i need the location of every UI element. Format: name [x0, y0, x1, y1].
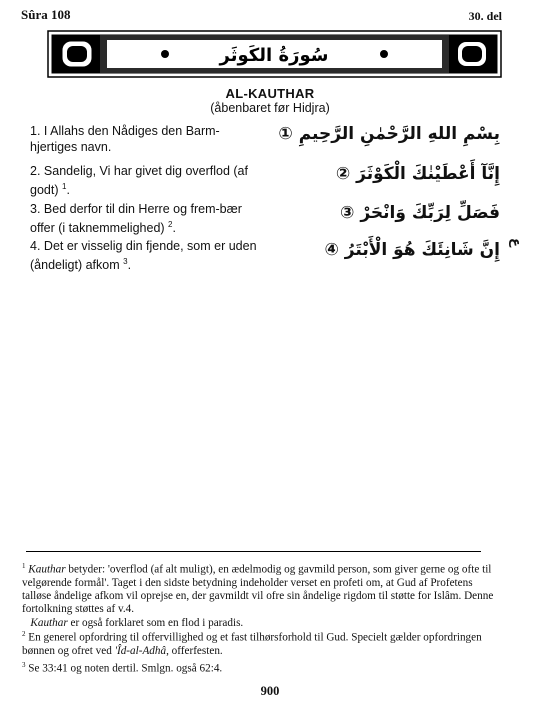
footnote-1: $^1$ Kauthar betyder: 'overflod (af alt muligt), en ædelmodig og gavmild person, som giver gerne og ofte til velgørende formål'. Taget i den sidste betydning indeholder verset en profeti om, at Gud af Profetens talløse åndelige afkom vil oprejse en, der gavmildt vil ofre sin åndelige rigdom til støtte for Islâm. Denne fortolkning støttes af v.4. Kauthar er også forklaret som en flod i paradis. — [22, 562, 494, 629]
verse-3-arabic: فَصَلِّ لِرَبِّكَ وَانْحَرْ ③ — [340, 203, 500, 223]
footnote-2: $^2$ En generel opfordring til offervillighed og et fast tilhørsforhold til Gud. Specielt gælder opfordringen bønnen og ofret ved 'Îd-al-Adhâ, offerfesten. — [22, 630, 482, 657]
verse-4-arabic: إِنَّ شَانِئَكَ هُوَ الْأَبْتَرُ ④ — [324, 240, 500, 260]
surah-title: AL-KAUTHAR — [225, 86, 315, 101]
margin-mark: ع — [508, 238, 523, 247]
footnote-3: $^3$ Se 33:41 og noten dertil. Smlgn. også 62:4. — [22, 661, 223, 675]
part-label: 30. del — [468, 9, 502, 23]
banner-arabic-title: سُورَةُ الكَوثَر — [219, 45, 329, 66]
verse-2: 2. Sandelig, Vi har givet dig overflod (af godt) $^1$. — [30, 164, 248, 198]
surah-subtitle: (åbenbaret før Hidjra) — [210, 101, 330, 115]
verse-1-arabic: بِسْمِ اللهِ الرَّحْمٰنِ الرَّحِيمِ ① — [278, 124, 500, 144]
verse-2-arabic: إِنَّآ أَعْطَيْنٰكَ الْكَوْثَرَ ② — [335, 164, 500, 184]
page-number: 900 — [260, 684, 280, 698]
verse-1: 1. I Allahs den Nådiges den Barm-hjertiges navn. — [30, 124, 220, 154]
footnote-divider — [26, 551, 481, 552]
verse-4: 4. Det er visselig din fjende, som er uden (åndeligt) afkom $^3$. — [30, 239, 257, 273]
sura-banner — [47, 30, 502, 78]
sura-label: Sûra 108 — [21, 7, 71, 22]
verse-3: 3. Bed derfor til din Herre og frem-bær offer (i taknemmelighed) $^2$. — [30, 202, 242, 236]
